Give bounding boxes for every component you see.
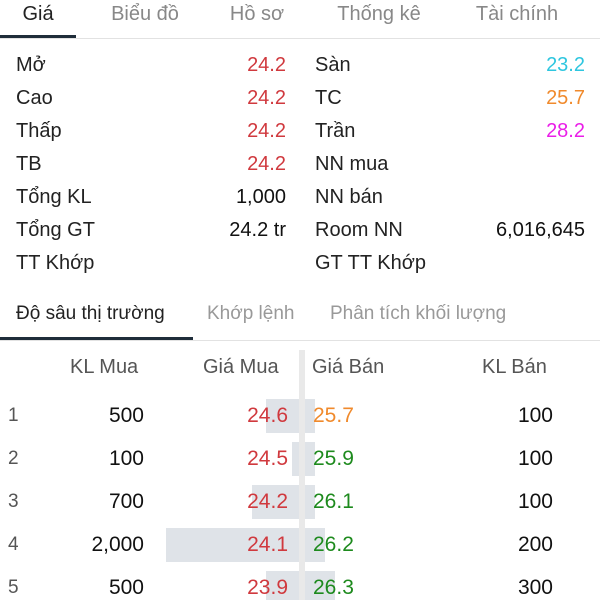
kl-mua-cell: 2,000	[91, 533, 144, 556]
gia-ban-cell: 26.2	[313, 533, 354, 556]
quote-row	[315, 115, 585, 148]
gia-ban-cell: 25.7	[313, 404, 354, 427]
table-row	[0, 394, 600, 438]
quote-label: NN bán	[315, 186, 383, 208]
kl-ban-cell: 300	[517, 576, 553, 599]
table-row	[0, 480, 600, 524]
gia-ban-cell: 26.1	[313, 490, 354, 513]
quote-value: 6,016,645	[496, 219, 585, 241]
kl-mua-cell: 700	[108, 490, 144, 513]
tab-bieu-do[interactable]: Biểu đồ	[111, 3, 179, 25]
tab-tai-chinh[interactable]: Tài chính	[475, 3, 559, 25]
quote-label: Thấp	[16, 120, 62, 142]
gia-mua-cell: 24.6	[247, 404, 288, 427]
section-tab-bar	[0, 292, 600, 340]
kl-mua-cell: 500	[108, 404, 144, 427]
header-kl-mua: KL Mua	[70, 356, 139, 378]
kl-ban-cell: 100	[517, 490, 553, 513]
quote-row	[315, 82, 585, 115]
table-row	[0, 437, 600, 481]
kl-ban-cell: 200	[517, 533, 553, 556]
tab-do-sau-thi-truong[interactable]: Độ sâu thị trường	[16, 303, 165, 324]
quote-label: Mở	[16, 54, 46, 76]
quote-row	[315, 148, 585, 181]
gia-ban-cell: 26.3	[313, 576, 354, 599]
table-row	[0, 566, 600, 600]
tab-ho-so[interactable]: Hồ sơ	[229, 3, 285, 25]
header-gia-mua: Giá Mua	[203, 356, 279, 378]
tab-thong-ke[interactable]: Thống kê	[337, 3, 421, 25]
kl-ban-cell: 100	[517, 404, 553, 427]
quote-row	[315, 247, 585, 280]
row-index: 2	[8, 448, 19, 469]
quote-value: 25.7	[546, 87, 585, 109]
quote-row	[16, 49, 286, 82]
quote-label: Trần	[315, 120, 356, 142]
quote-row	[16, 82, 286, 115]
kl-mua-cell: 500	[108, 576, 144, 599]
kl-ban-cell: 100	[517, 447, 553, 470]
quote-row	[315, 214, 585, 247]
quote-row	[315, 49, 585, 82]
quote-label: Room NN	[315, 219, 403, 241]
tab-phan-tich-khoi-luong[interactable]: Phân tích khối lượng	[330, 303, 507, 324]
kl-mua-cell: 100	[108, 447, 144, 470]
quote-value: 24.2	[247, 120, 286, 142]
quote-label: Cao	[16, 87, 53, 109]
table-row	[0, 523, 600, 567]
top-tab-bar	[0, 0, 600, 38]
tab-gia[interactable]: Giá	[22, 3, 54, 25]
row-index: 5	[8, 577, 19, 598]
quote-row	[16, 181, 286, 214]
quote-value: 28.2	[546, 120, 585, 142]
quote-label: TC	[315, 87, 342, 109]
quote-label: TT Khớp	[16, 252, 95, 274]
quote-label: Tổng GT	[16, 219, 95, 241]
quote-label: GT TT Khớp	[315, 252, 426, 274]
divider	[0, 38, 600, 39]
gia-ban-cell: 25.9	[313, 447, 354, 470]
quote-row	[16, 148, 286, 181]
gia-mua-cell: 24.1	[247, 533, 288, 556]
quote-value: 23.2	[546, 54, 585, 76]
quote-label: Sàn	[315, 54, 351, 76]
quote-row	[16, 115, 286, 148]
gia-mua-cell: 24.2	[247, 490, 288, 513]
quote-row	[315, 181, 585, 214]
quote-row	[16, 247, 286, 280]
quote-label: Tổng KL	[16, 186, 92, 208]
buy-volume-bar	[292, 442, 299, 476]
quote-label: TB	[16, 153, 42, 175]
row-index: 1	[8, 405, 19, 426]
gia-mua-cell: 24.5	[247, 447, 288, 470]
quote-value: 24.2 tr	[229, 219, 286, 241]
header-gia-ban: Giá Bán	[312, 356, 385, 378]
tab-khop-lenh[interactable]: Khớp lệnh	[207, 303, 295, 324]
gia-mua-cell: 23.9	[247, 576, 288, 599]
quote-value: 24.2	[247, 153, 286, 175]
row-index: 4	[8, 534, 19, 555]
quote-label: NN mua	[315, 153, 389, 175]
quote-value: 24.2	[247, 54, 286, 76]
quote-row	[16, 214, 286, 247]
quote-value: 24.2	[247, 87, 286, 109]
row-index: 3	[8, 491, 19, 512]
divider	[0, 340, 600, 341]
header-kl-ban: KL Bán	[482, 356, 547, 378]
quote-value: 1,000	[235, 186, 286, 208]
